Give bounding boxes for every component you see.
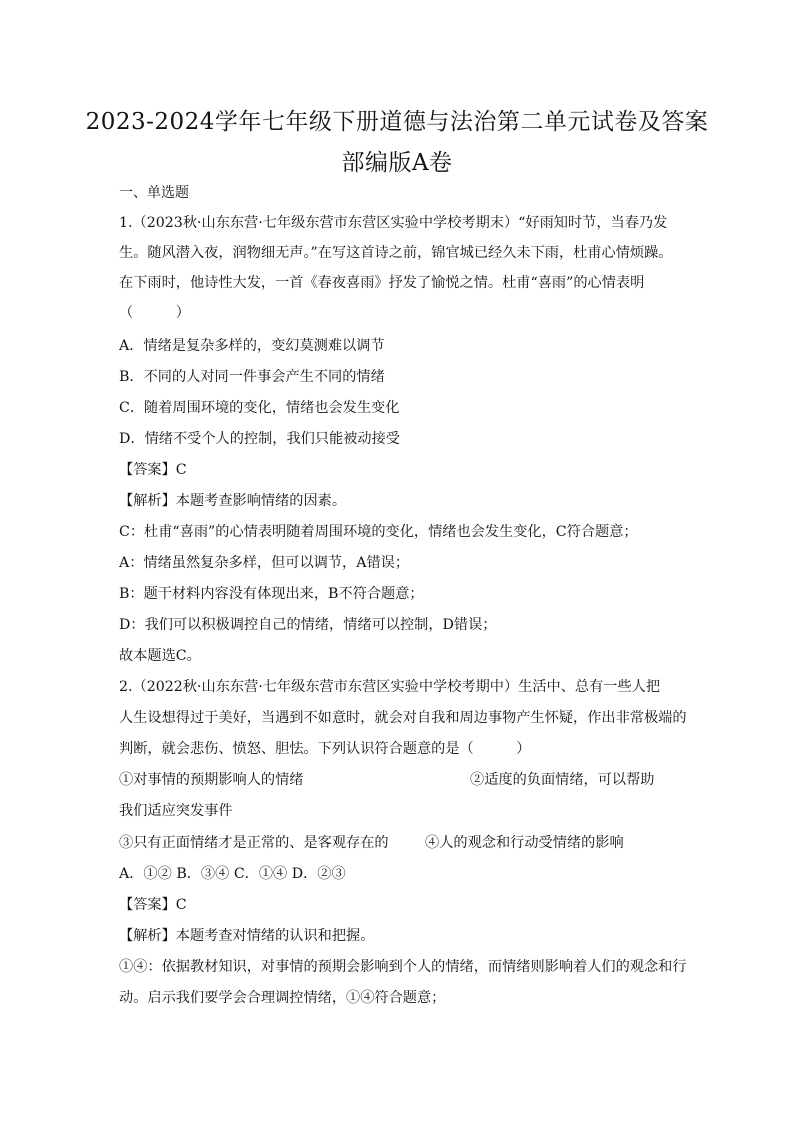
q2-item-3: ③只有正面情绪才是正常的、是客观存在的 — [119, 835, 389, 851]
q2-stem-line-1: 2.（2022秋·山东东营·七年级东营市东营区实验中学校考期中）生活中、总有一些人把 — [119, 679, 661, 695]
q1-option-d: D．情绪不受个人的控制，我们只能被动接受 — [119, 431, 400, 447]
q1-stem-line-3: 在下雨时，他诗性大发，一首《春夜喜雨》抒发了愉悦之情。杜甫“喜雨”的心情表明 — [119, 275, 645, 291]
q2-stem-line-3: 判断，就会悲伤、愤怒、胆怯。下列认识符合题意的是（ ） — [119, 741, 531, 757]
q1-analysis: 【解析】本题考查影响情绪的因素。 — [119, 493, 347, 509]
section-heading: 一、单选题 — [119, 185, 189, 201]
q2-analysis: 【解析】本题考查对情绪的认识和把握。 — [119, 928, 375, 944]
q1-conclusion: 故本题选C。 — [119, 648, 201, 664]
q1-stem-line-1: 1.（2023秋·山东东营·七年级东营市东营区实验中学校考期末）“好雨知时节，当春乃发 — [119, 215, 668, 231]
q1-explanation-c: C：杜甫“喜雨”的心情表明随着周围环境的变化，情绪也会发生变化，C符合题意； — [119, 524, 638, 540]
q1-explanation-d: D：我们可以积极调控自己的情绪，情绪可以控制，D错误； — [119, 617, 497, 633]
q2-options: A．①② B．③④ C．①④ D．②③ — [119, 866, 346, 882]
q1-option-b: B．不同的人对同一件事会产生不同的情绪 — [119, 369, 385, 385]
q2-item-2-continued: 我们适应突发事件 — [119, 803, 233, 819]
q2-item-4: ④人的观念和行动受情绪的影响 — [425, 835, 624, 851]
q2-item-2: ②适度的负面情绪，可以帮助 — [470, 772, 655, 788]
document-subtitle: 部编版A卷 — [341, 150, 453, 176]
q2-explanation-line-1: ①④：依据教材知识，对事情的预期会影响到个人的情绪，而情绪则影响着人们的观念和行 — [119, 959, 687, 975]
q2-explanation-line-2: 动。启示我们要学会合理调控情绪，①④符合题意； — [119, 990, 446, 1006]
q1-stem-line-4: （ ） — [119, 305, 190, 321]
q1-answer: 【答案】C — [119, 462, 187, 478]
q2-answer: 【答案】C — [119, 897, 187, 913]
q1-explanation-a: A：情绪虽然复杂多样，但可以调节，A错误； — [119, 555, 410, 571]
q1-explanation-b: B：题干材料内容没有体现出来，B不符合题意； — [119, 586, 424, 602]
q1-stem-line-2: 生。随风潜入夜，润物细无声。”在写这首诗之前，锦官城已经久未下雨，杜甫心情烦躁。 — [119, 245, 673, 261]
q1-option-c: C．随着周围环境的变化，情绪也会发生变化 — [119, 400, 400, 416]
q2-stem-line-2: 人生设想得过于美好，当遇到不如意时，就会对自我和周边事物产生怀疑，作出非常极端的 — [119, 710, 687, 726]
q2-item-1: ①对事情的预期影响人的情绪 — [119, 772, 304, 788]
q1-option-a: A．情绪是复杂多样的，变幻莫测难以调节 — [119, 338, 385, 354]
document-title: 2023-2024学年七年级下册道德与法治第二单元试卷及答案 — [85, 109, 709, 135]
